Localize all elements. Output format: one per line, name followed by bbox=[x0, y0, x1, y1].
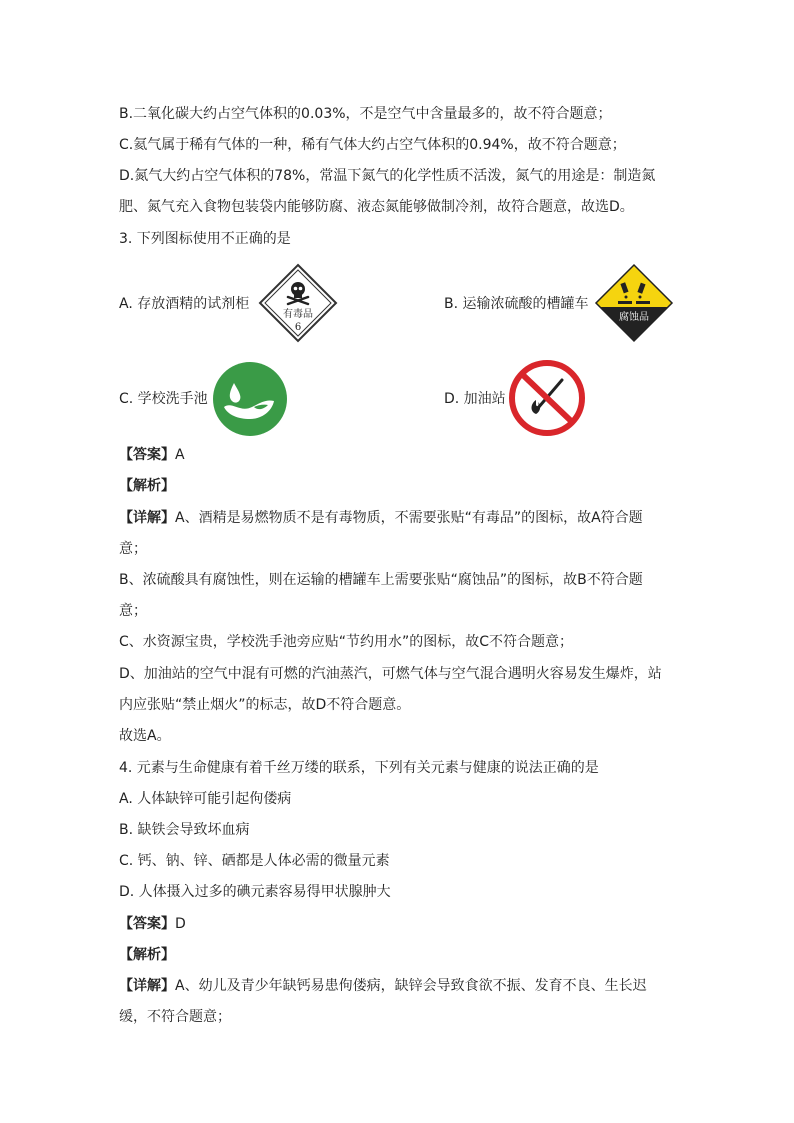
q3-detail-line-3: B、浓硫酸具有腐蚀性，则在运输的槽罐车上需要张贴“腐蚀品”的图标，故B不符合题 bbox=[119, 572, 643, 588]
q3-option-b: B. 运输浓硫酸的槽罐车 bbox=[444, 296, 589, 312]
q4-option-d: D. 人体摄入过多的碘元素容易得甲状腺肿大 bbox=[119, 884, 391, 900]
toxic-sign-icon bbox=[258, 263, 338, 343]
q3-answer-label: 【答案】 bbox=[119, 447, 175, 463]
q2-explain-d-line2: 肥、氮气充入食物包装袋内能够防腐、液态氮能够做制冷剂，故符合题意，故选D。 bbox=[119, 199, 634, 215]
q3-option-d: D. 加油站 bbox=[444, 391, 506, 407]
q2-explain-d-line1: D.氮气大约占空气体积的78%，常温下氮气的化学性质不活泼，氮气的用途是：制造氮 bbox=[119, 168, 656, 184]
q3-option-a: A. 存放酒精的试剂柜 bbox=[119, 296, 250, 312]
q4-answer bbox=[119, 914, 186, 934]
q4-answer-value: D bbox=[175, 916, 186, 932]
q4-option-c: C. 钙、钠、锌、硒都是人体必需的微量元素 bbox=[119, 853, 390, 869]
q3-detail-line-7: 内应张贴“禁止烟火”的标志，故D不符合题意。 bbox=[119, 697, 411, 713]
q3-analysis-label: 【解析】 bbox=[119, 478, 175, 494]
q2-explain-b: B.二氧化碳大约占空气体积的0.03%，不是空气中含量最多的，故不符合题意； bbox=[119, 106, 612, 122]
q4-answer-label: 【答案】 bbox=[119, 916, 175, 932]
corrosive-sign-text: 腐蚀品 bbox=[619, 312, 649, 323]
no-fire-icon bbox=[508, 360, 586, 436]
q3-detail-line-6: D、加油站的空气中混有可燃的汽油蒸汽，可燃气体与空气混合遇明火容易发生爆炸，站 bbox=[119, 666, 662, 682]
q3-option-c: C. 学校洗手池 bbox=[119, 391, 208, 407]
q4-option-a: A. 人体缺锌可能引起佝偻病 bbox=[119, 791, 292, 807]
q3-answer bbox=[119, 445, 185, 465]
q2-explain-c: C.氦气属于稀有气体的一种，稀有气体大约占空气体积的0.94%，故不符合题意； bbox=[119, 137, 626, 153]
q4-analysis-label: 【解析】 bbox=[119, 947, 175, 963]
q3-detail-line-2: 意； bbox=[119, 541, 147, 557]
q3-detail-line-1 bbox=[119, 508, 643, 528]
q4-stem: 4. 元素与生命健康有着千丝万缕的联系，下列有关元素与健康的说法正确的是 bbox=[119, 760, 599, 776]
toxic-sign-text: 有毒品 bbox=[283, 309, 313, 320]
q4-option-b: B. 缺铁会导致坏血病 bbox=[119, 822, 250, 838]
q4-detail-text-1: A、幼儿及青少年缺钙易患佝偻病，缺锌会导致食欲不振、发育不良、生长迟 bbox=[175, 978, 647, 994]
corrosive-sign-icon bbox=[594, 263, 674, 343]
q3-detail-label: 【详解】 bbox=[119, 510, 175, 526]
q3-detail-line-8: 故选A。 bbox=[119, 728, 171, 744]
q3-answer-value: A bbox=[175, 447, 185, 463]
q4-detail-line-1 bbox=[119, 976, 647, 996]
q3-detail-text-1: A、酒精是易燃物质不是有毒物质，不需要张贴“有毒品”的图标，故A符合题 bbox=[175, 510, 643, 526]
q4-detail-line-2: 缓，不符合题意； bbox=[119, 1009, 231, 1025]
q4-detail-label: 【详解】 bbox=[119, 978, 175, 994]
water-saving-icon bbox=[210, 361, 290, 437]
q3-detail-line-4: 意； bbox=[119, 603, 147, 619]
q3-stem: 3. 下列图标使用不正确的是 bbox=[119, 231, 291, 247]
toxic-sign-number: 6 bbox=[294, 322, 302, 333]
q3-detail-line-5: C、水资源宝贵，学校洗手池旁应贴“节约用水”的图标，故C不符合题意； bbox=[119, 634, 574, 650]
